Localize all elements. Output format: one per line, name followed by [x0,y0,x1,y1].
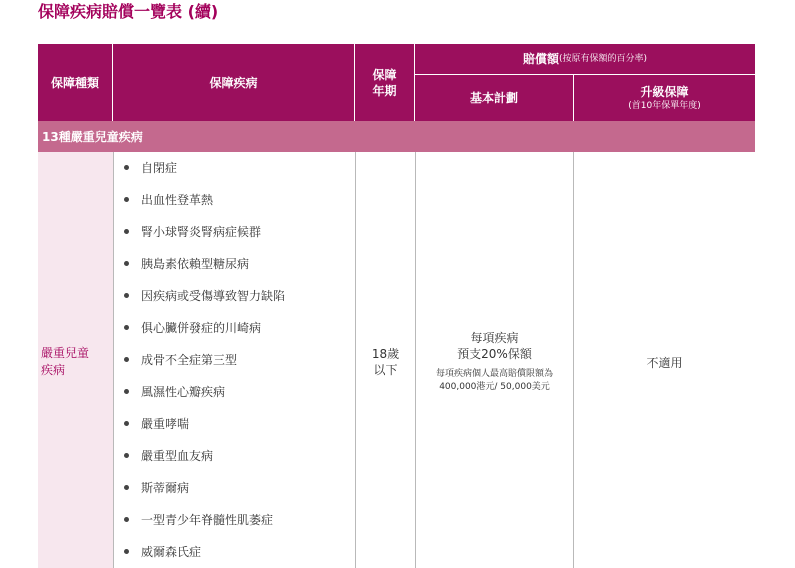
bullet-icon [124,421,129,426]
basic-payout-cell [415,152,574,568]
disease-name: 嚴重型血友病 [141,449,214,463]
bullet-icon [124,293,129,298]
upgrade-payout-cell [574,152,755,568]
benefit-table [38,44,755,568]
disease-item [124,542,201,562]
disease-name: 成骨不全症第三型 [141,353,238,367]
category-label [41,345,89,379]
category-label-line2: 疾病 [41,363,66,377]
disease-item [124,254,249,274]
disease-item [124,478,189,498]
section-title: 13種嚴重兒童疾病 [42,130,143,144]
bullet-icon [124,517,129,522]
coverage-period-cell [355,152,415,568]
disease-name: 自閉症 [141,161,178,175]
disease-item [124,414,189,434]
disease-name: 嚴重哮喘 [141,417,190,431]
header-upgrade-plan [574,75,755,121]
disease-item [124,350,237,370]
disease-name: 一型青少年脊髓性肌萎症 [141,513,274,527]
disease-item [124,158,177,178]
category-cell [38,152,113,568]
header-basic-plan-label: 基本計劃 [469,91,518,105]
header-coverage-period [355,44,414,121]
coverage-period-line1: 18歲 [371,347,400,361]
disease-name: 斯蒂爾病 [141,481,190,495]
header-compensation-label: 賠償額 [522,52,559,66]
bullet-icon [124,261,129,266]
header-coverage-type-label: 保障種類 [50,75,99,90]
disease-name: 風濕性心瓣疾病 [141,385,226,399]
disease-item [124,222,261,242]
header-upgrade-plan-label: 升級保障 [640,85,689,99]
header-upgrade-plan-note: (首10年保單年度) [628,101,701,111]
bullet-icon [124,453,129,458]
page-title: 保障疾病賠償一覽表 (續) [38,2,219,21]
basic-payout-line2: 預支20%保額 [457,347,532,361]
disease-name: 腎小球腎炎腎病症候群 [141,225,262,239]
basic-payout-note-line2: 400,000港元/ 50,000美元 [439,382,550,392]
header-covered-diseases-label: 保障疾病 [209,75,258,90]
disease-item [124,286,285,306]
bullet-icon [124,485,129,490]
disease-name: 威爾森氏症 [141,545,202,559]
header-basic-plan [415,75,573,121]
bullet-icon [124,357,129,362]
disease-item [124,446,213,466]
header-coverage-period-line1: 保障 [372,67,397,82]
upgrade-payout-text: 不適用 [646,355,683,370]
disease-name: 胰島素依賴型糖尿病 [141,257,250,271]
bullet-icon [124,229,129,234]
disease-list-cell [113,152,355,568]
header-coverage-type [38,44,112,121]
disease-item [124,190,213,210]
section-title-row [38,121,755,152]
category-label-line1: 嚴重兒童 [41,346,90,360]
header-compensation [415,44,755,74]
disease-item [124,510,273,530]
disease-name: 出血性登革熱 [141,193,214,207]
header-compensation-note: (按原有保額的百分率) [558,54,648,64]
disease-name: 俱心臟併發症的川崎病 [141,321,262,335]
header-covered-diseases [113,44,354,121]
bullet-icon [124,325,129,330]
disease-name: 因疾病或受傷導致智力缺陷 [141,289,286,303]
bullet-icon [124,549,129,554]
basic-payout-line1: 每項疾病 [470,331,519,345]
header-coverage-period-line2: 年期 [372,83,397,98]
bullet-icon [124,389,129,394]
coverage-period-line2: 以下 [373,363,398,377]
bullet-icon [124,165,129,170]
bullet-icon [124,197,129,202]
basic-payout-note [436,368,553,394]
disease-item [124,318,261,338]
basic-payout-note-line1: 每項疾病個人最高賠償限額為 [435,369,553,379]
disease-item [124,382,225,402]
